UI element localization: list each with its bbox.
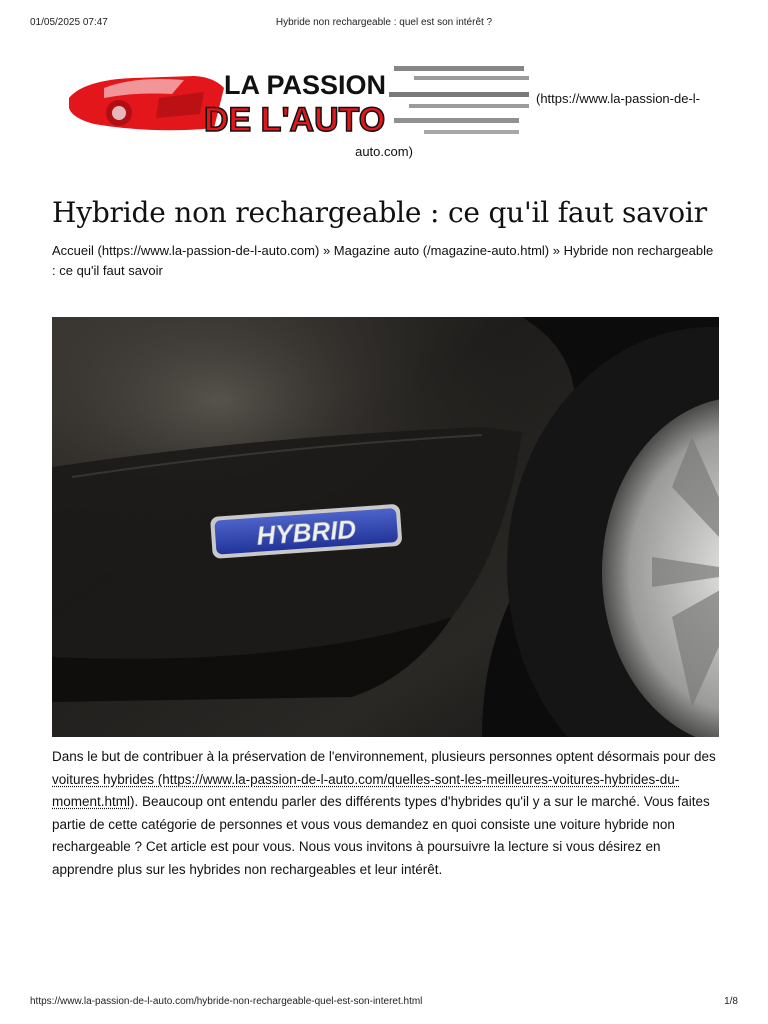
breadcrumb-home-link[interactable]: Accueil (https://www.la-passion-de-l-auto.com) — [52, 243, 320, 258]
site-logo — [64, 58, 534, 143]
page-number: 1/8 — [724, 996, 738, 1007]
intro-text: Dans le but de contribuer à la préservation de l'environnement, plusieurs personnes optent désormais pour des — [52, 749, 716, 764]
print-footer — [30, 996, 738, 1010]
logo-url-continued: auto.com) — [355, 144, 413, 159]
article-intro — [52, 746, 722, 882]
article-title: Hybride non rechargeable : ce qu'il faut savoir — [52, 196, 707, 229]
hero-image — [52, 317, 719, 737]
logo-url: (https://www.la-passion-de-l- — [536, 91, 700, 106]
print-datetime: 01/05/2025 07:47 — [30, 17, 108, 28]
breadcrumb-separator: » — [549, 243, 564, 258]
breadcrumb-current: Hybride non rechargeable : ce qu'il faut savoir — [52, 243, 714, 278]
print-page-title: Hybride non rechargeable : quel est son intérêt ? — [275, 17, 493, 28]
breadcrumb-separator: » — [319, 243, 334, 258]
intro-link-voitures-hybrides[interactable]: voitures hybrides (https://www.la-passion-de-l-auto.com/quelles-sont-les-meilleures-voitures-hybrides-du-moment.html) — [52, 771, 680, 810]
print-footer-url: https://www.la-passion-de-l-auto.com/hybride-non-rechargeable-quel-est-son-interet.html — [30, 996, 423, 1007]
breadcrumb — [52, 241, 720, 281]
site-logo-link[interactable] — [64, 58, 534, 143]
hero-badge-text: HYBRID — [255, 513, 358, 551]
print-header — [30, 17, 738, 31]
breadcrumb-section-link[interactable]: Magazine auto (/magazine-auto.html) — [333, 243, 550, 258]
logo-line1: LA PASSION — [224, 70, 387, 100]
intro-text-continued: . Beaucoup ont entendu parler des différents types d'hybrides qu'il y a sur le marché. Vous faites partie de cette catégorie de personnes et vous vous demandez en quoi consiste une voiture hybride non rechargeable ? Cet article est pour vous. Nous vous invitons à poursuivre la lecture si vous désirez en apprendre plus sur les hybrides non rechargeables et leur intérêt. — [52, 794, 710, 877]
logo-line2: DE L'AUTO — [204, 101, 386, 139]
site-header — [64, 58, 724, 143]
